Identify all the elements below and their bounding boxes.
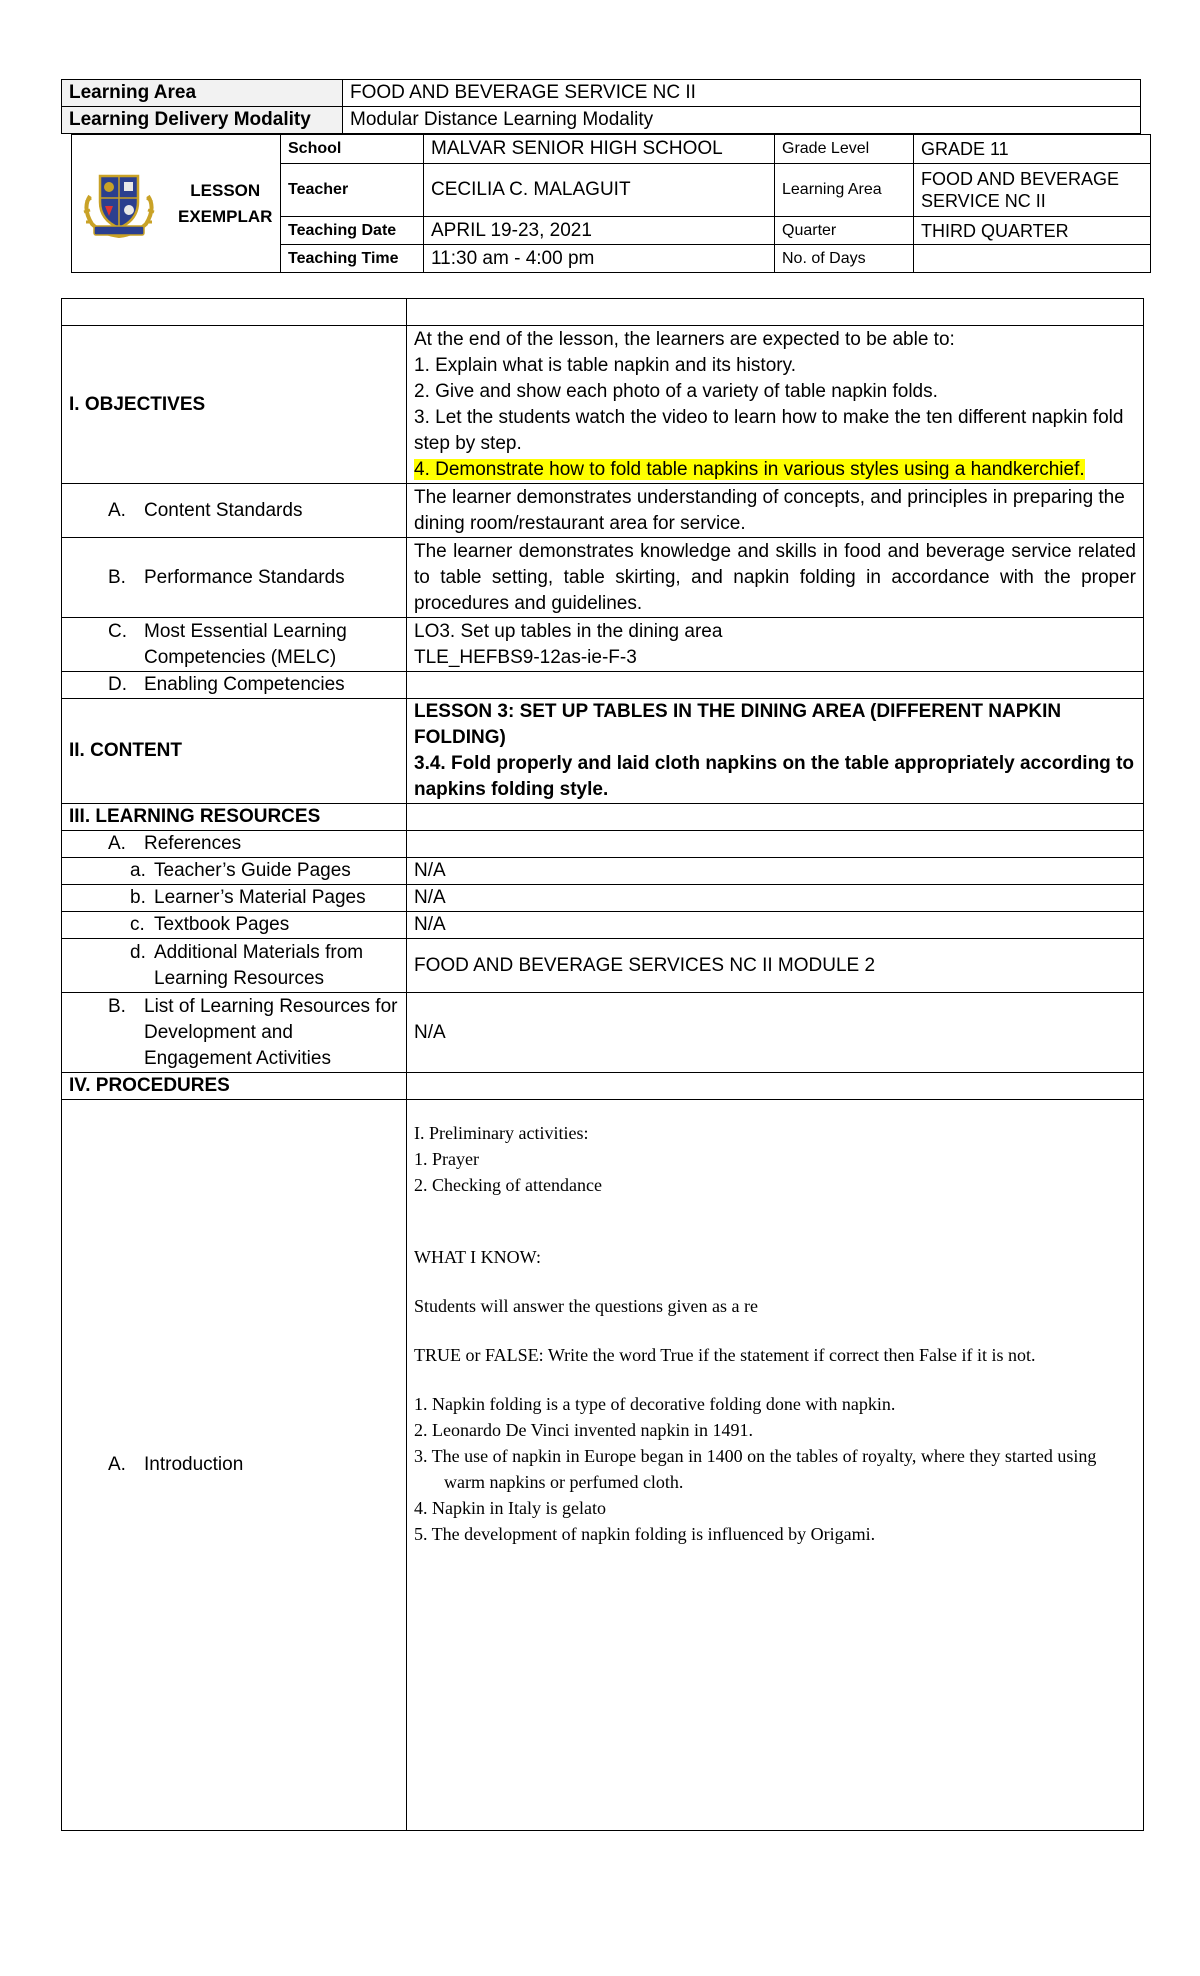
table-row	[62, 699, 1144, 804]
content-standards-label-cell	[62, 484, 407, 538]
table-row	[62, 993, 1144, 1073]
delivery-modality-value: Modular Distance Learning Modality	[343, 107, 1141, 134]
list-letter: c.	[130, 914, 145, 935]
objectives-content	[407, 326, 1144, 484]
learning-resources-label: III. LEARNING RESOURCES	[62, 804, 407, 831]
blank-header-cell	[407, 299, 1144, 326]
references-label-cell	[62, 831, 407, 858]
instruction-text: Students will answer the questions given as a re	[414, 1296, 758, 1316]
list-letter: B.	[108, 995, 126, 1017]
quarter-value: THIRD QUARTER	[914, 217, 1151, 245]
references-label: References	[144, 833, 242, 854]
introduction-content	[407, 1100, 1144, 1831]
grade-level-label: Grade Level	[775, 135, 914, 164]
logo-cell	[72, 135, 281, 273]
list-resources-value: N/A	[407, 993, 1144, 1073]
list-resources-label: List of Learning Resources for Development and Engagement Activities	[144, 995, 398, 1069]
resource-item-value: N/A	[407, 858, 1144, 885]
question-item: 2. Leonardo De Vinci invented napkin in 1491.	[414, 1420, 754, 1440]
resource-item-label: Additional Materials from Learning Resources	[154, 941, 364, 989]
list-resources-label-cell	[62, 993, 407, 1073]
resource-item-label: Teacher’s Guide Pages	[154, 860, 351, 881]
enabling-competencies-value	[407, 672, 1144, 699]
procedures-label: IV. PROCEDURES	[62, 1073, 407, 1100]
teaching-time-value: 11:30 am - 4:00 pm	[424, 245, 775, 273]
list-letter: A.	[108, 833, 126, 854]
melc-label-cell	[62, 618, 407, 672]
learning-area-value: FOOD AND BEVERAGE SERVICE NC II	[343, 80, 1141, 107]
preliminary-item: 2. Checking of attendance	[414, 1175, 602, 1195]
no-of-days-label: No. of Days	[775, 245, 914, 273]
table-row	[62, 672, 1144, 699]
objective-item-highlighted: 4. Demonstrate how to fold table napkins in various styles using a handkerchief.	[414, 458, 1085, 480]
teaching-time-label: Teaching Time	[281, 245, 424, 273]
content-standards-label: Content Standards	[144, 499, 303, 521]
title-line: EXEMPLAR	[178, 206, 273, 226]
performance-standards-label: Performance Standards	[144, 566, 345, 588]
objectives-label: I. OBJECTIVES	[62, 326, 407, 484]
objective-item: 2. Give and show each photo of a variety of table napkin folds.	[414, 380, 938, 402]
table-row	[62, 618, 1144, 672]
table-row	[62, 912, 1144, 939]
content-lesson-title: LESSON 3: SET UP TABLES IN THE DINING AREA (DIFFERENT NAPKIN FOLDING)	[414, 701, 1062, 748]
question-item: 4. Napkin in Italy is gelato	[414, 1498, 606, 1518]
content-label: II. CONTENT	[62, 699, 407, 804]
table-row	[62, 1100, 1144, 1831]
table-row	[62, 538, 1144, 618]
lesson-exemplar-title	[178, 178, 272, 230]
enabling-competencies-label: Enabling Competencies	[144, 674, 345, 695]
enabling-competencies-label-cell	[62, 672, 407, 699]
list-letter: A.	[108, 1454, 126, 1475]
list-letter: b.	[130, 887, 146, 908]
resource-item-label: Textbook Pages	[154, 914, 290, 935]
resource-item-label-cell	[62, 939, 407, 993]
performance-standards-label-cell	[62, 538, 407, 618]
resource-item-label-cell	[62, 858, 407, 885]
question-item: 5. The development of napkin folding is influenced by Origami.	[414, 1524, 876, 1544]
lesson-plan-table	[61, 298, 1144, 1831]
what-i-know-heading: WHAT I KNOW:	[414, 1247, 541, 1267]
table-row	[62, 299, 1144, 326]
melc-value-line: TLE_HEFBS9-12as-ie-F-3	[414, 646, 637, 668]
school-value: MALVAR SENIOR HIGH SCHOOL	[424, 135, 775, 164]
resource-item-value: N/A	[407, 912, 1144, 939]
resource-item-value: FOOD AND BEVERAGE SERVICES NC II MODULE 2	[407, 939, 1144, 993]
list-letter: B.	[108, 566, 126, 588]
delivery-modality-label: Learning Delivery Modality	[62, 107, 343, 134]
title-line: LESSON	[190, 180, 261, 200]
teaching-date-label: Teaching Date	[281, 217, 424, 245]
teaching-date-value: APRIL 19-23, 2021	[424, 217, 775, 245]
true-false-instruction: TRUE or FALSE: Write the word True if the statement if correct then False if it is not.	[414, 1345, 1036, 1365]
objective-item: 1. Explain what is table napkin and its history.	[414, 354, 796, 376]
learning-area-value-2: FOOD AND BEVERAGE SERVICE NC II	[914, 163, 1151, 217]
table-row	[62, 831, 1144, 858]
quarter-label: Quarter	[775, 217, 914, 245]
resource-item-label-cell	[62, 885, 407, 912]
teacher-label: Teacher	[281, 163, 424, 217]
list-letter: D.	[108, 674, 127, 695]
blank-header-cell	[62, 299, 407, 326]
preliminary-heading: I. Preliminary activities:	[414, 1123, 589, 1143]
school-label: School	[281, 135, 424, 164]
melc-label: Most Essential Learning Competencies (MELC)	[144, 620, 347, 668]
melc-value-line: LO3. Set up tables in the dining area	[414, 620, 723, 642]
learning-area-label-2: Learning Area	[775, 163, 914, 217]
content-lesson-topic: 3.4. Fold properly and laid cloth napkins on the table appropriately according to napkins folding style.	[414, 753, 1134, 800]
resource-item-value: N/A	[407, 885, 1144, 912]
blank-cell	[407, 831, 1144, 858]
table-row	[62, 804, 1144, 831]
table-row	[62, 858, 1144, 885]
question-item: 3. The use of napkin in Europe began in 1400 on the tables of royalty, where they started using warm napkins or perfumed cloth.	[414, 1446, 1097, 1492]
lesson-exemplar-header	[71, 134, 1151, 273]
resource-item-label: Learner’s Material Pages	[154, 887, 366, 908]
table-row	[62, 939, 1144, 993]
table-row	[62, 885, 1144, 912]
preliminary-item: 1. Prayer	[414, 1149, 479, 1169]
content-value	[407, 699, 1144, 804]
content-standards-value: The learner demonstrates understanding of concepts, and principles in preparing the dining room/restaurant area for service.	[407, 484, 1144, 538]
table-row	[62, 326, 1144, 484]
performance-standards-value: The learner demonstrates knowledge and skills in food and beverage service related to table setting, table skirting, and napkin folding in accordance with the proper procedures and guidelines.	[407, 538, 1144, 618]
no-of-days-value	[914, 245, 1151, 273]
objectives-intro: At the end of the lesson, the learners are expected to be able to:	[414, 328, 955, 350]
list-letter: a.	[130, 860, 146, 881]
teacher-value: CECILIA C. MALAGUIT	[424, 163, 775, 217]
learning-area-table	[61, 79, 1141, 134]
table-row	[72, 135, 1151, 164]
question-item: 1. Napkin folding is a type of decorative folding done with napkin.	[414, 1394, 896, 1414]
list-letter: A.	[108, 499, 126, 521]
blank-cell	[407, 804, 1144, 831]
grade-level-value: GRADE 11	[914, 135, 1151, 164]
table-row	[62, 1073, 1144, 1100]
table-row	[62, 80, 1141, 107]
table-row	[62, 484, 1144, 538]
introduction-label-cell	[62, 1100, 407, 1831]
list-letter: d.	[130, 941, 146, 963]
resource-item-label-cell	[62, 912, 407, 939]
melc-value	[407, 618, 1144, 672]
table-row	[62, 107, 1141, 134]
learning-area-label: Learning Area	[62, 80, 343, 107]
objective-item: 3. Let the students watch the video to learn how to make the ten different napkin fold step by step.	[414, 406, 1124, 454]
list-letter: C.	[108, 620, 127, 642]
school-seal-icon	[80, 168, 158, 240]
blank-cell	[407, 1073, 1144, 1100]
introduction-label: Introduction	[144, 1454, 244, 1475]
